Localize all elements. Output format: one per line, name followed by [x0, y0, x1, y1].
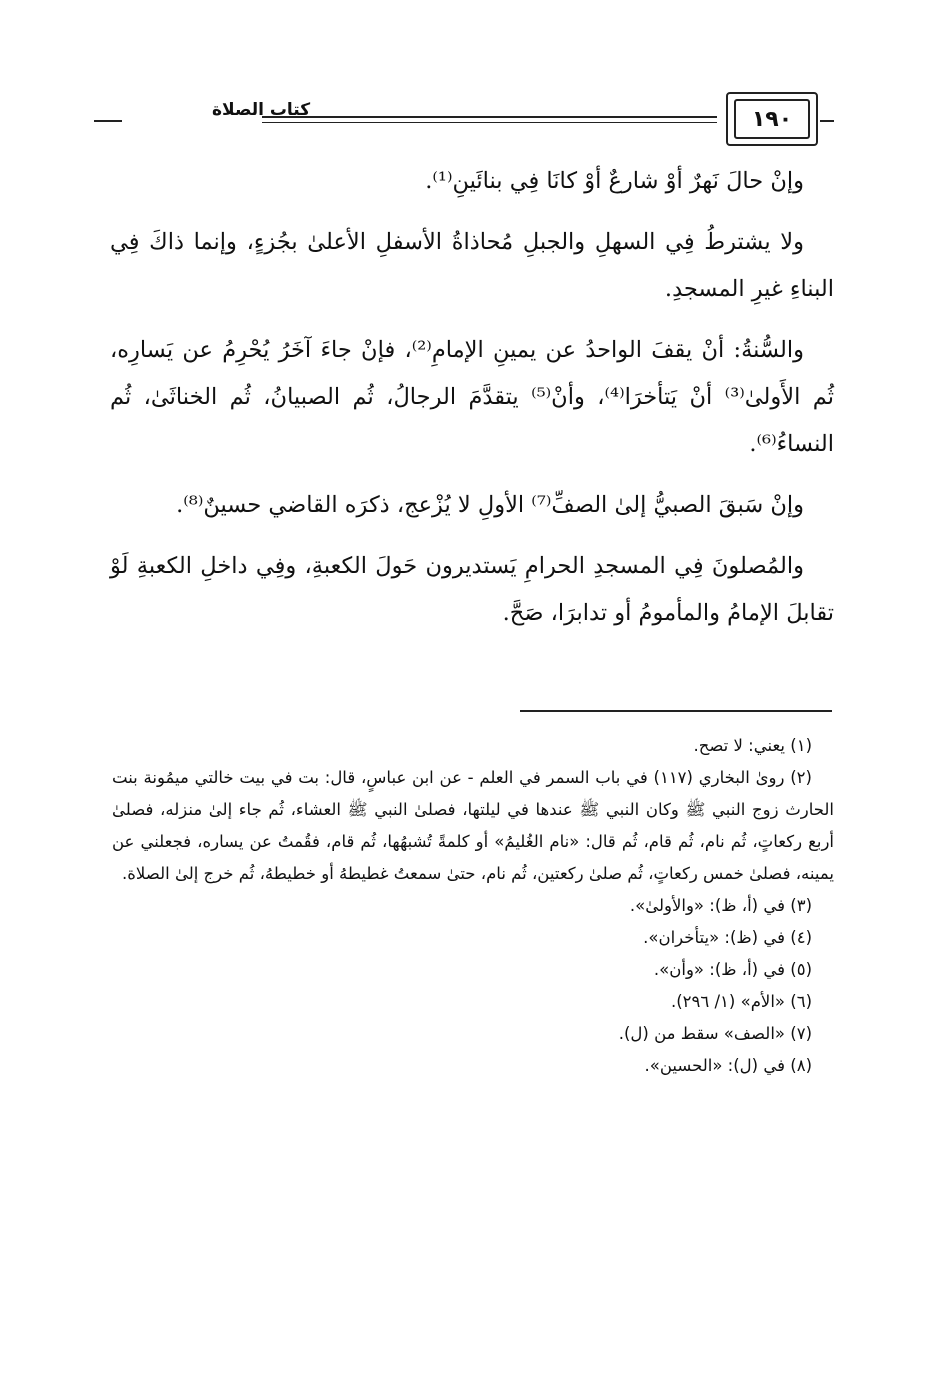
page-header	[86, 88, 836, 158]
book-title: كتاب الصلاة	[212, 100, 311, 120]
header-rule-left-short	[94, 120, 122, 122]
footnote-6: (٦) «الأم» (١/ ٢٩٦).	[670, 992, 812, 1011]
footnote-1: (١) يعني: لا تصح.	[693, 736, 812, 755]
paragraph: والمُصلونَ فِي المسجدِ الحرامِ يَستديرون حَولَ الكعبةِ، وفِي داخلِ الكعبةِ لَوْ تقابلَ الإمامُ والمأمومُ أو تدابرَا، صَحَّ.	[110, 553, 834, 626]
main-text	[110, 158, 834, 651]
footnote-7: (٧) «الصف» سقط من (ل).	[618, 1024, 812, 1043]
footnote-3: (٣) في (أ، ظ): «والأولىٰ».	[629, 896, 812, 915]
page-number: ١٩٠	[734, 99, 810, 139]
footnote-5: (٥) في (أ، ظ): «وأن».	[653, 960, 812, 979]
footnote-2: (٢) روىٰ البخاري (١١٧) في باب السمر في العلم - عن ابن عباسٍ، قال: بت في بيت خالتي ميمُونة بنت الحارث زوج النبي ﷺ وكان النبي ﷺ عندها في ليلتها، فصلىٰ النبي ﷺ العشاء، ثُم جاء إلىٰ منزله، فصلىٰ أربع ركعاتٍ، ثُم نام، ثُم قام، ثُم قال: «نام الغُليمُ» أو كلمةً تُشبهُها، ثُم قام، فقُمتُ عن يساره، فجعلني عن يمينه، فصلىٰ خمس ركعاتٍ، ثُم صلىٰ ركعتين، ثُم نام، حتىٰ سمعتُ غطيطهُ أو خطيطهُ، ثُم خرج إلىٰ الصلاة.	[112, 768, 834, 883]
page-number-frame	[726, 92, 818, 146]
footnote-divider	[520, 710, 832, 712]
paragraph: وإنْ حالَ نَهرٌ أوْ شارعٌ أوْ كانَا فِي بنائَينِ⁽¹⁾.	[425, 168, 804, 194]
footnote-8: (٨) في (ل): «الحسين».	[644, 1056, 812, 1075]
paragraph: وإنْ سَبقَ الصبيُّ إلىٰ الصفِّ⁽⁷⁾ الأولِ لا يُزْعج، ذكرَه القاضي حسينٌ⁽⁸⁾.	[176, 492, 804, 518]
paragraph: ولا يشترطُ فِي السهلِ والجبلِ مُحاذاةُ الأسفلِ الأعلىٰ بجُزءٍ، وإنما ذاكَ فِي البناءِ غيرِ المسجدِ.	[110, 229, 834, 302]
footnote-4: (٤) في (ظ): «يتأخران».	[643, 928, 812, 947]
header-rule-middle-bottom	[262, 122, 717, 123]
header-rule-right-short	[820, 120, 834, 122]
header-rule-middle-top	[262, 116, 717, 118]
footnotes	[112, 730, 834, 1082]
paragraph: والسُّنةُ: أنْ يقفَ الواحدُ عن يمينِ الإمامِ⁽²⁾، فإنْ جاءَ آخَرُ يُحْرِمُ عن يَسارِه، ثُم الأَولىٰ⁽³⁾ أنْ يَتأخرَا⁽⁴⁾، وأنْ⁽⁵⁾ يتقدَّمَ الرجالُ، ثُم الصبيانُ، ثُم الخناثَىٰ، ثُم النساءُ⁽⁶⁾.	[110, 337, 834, 457]
